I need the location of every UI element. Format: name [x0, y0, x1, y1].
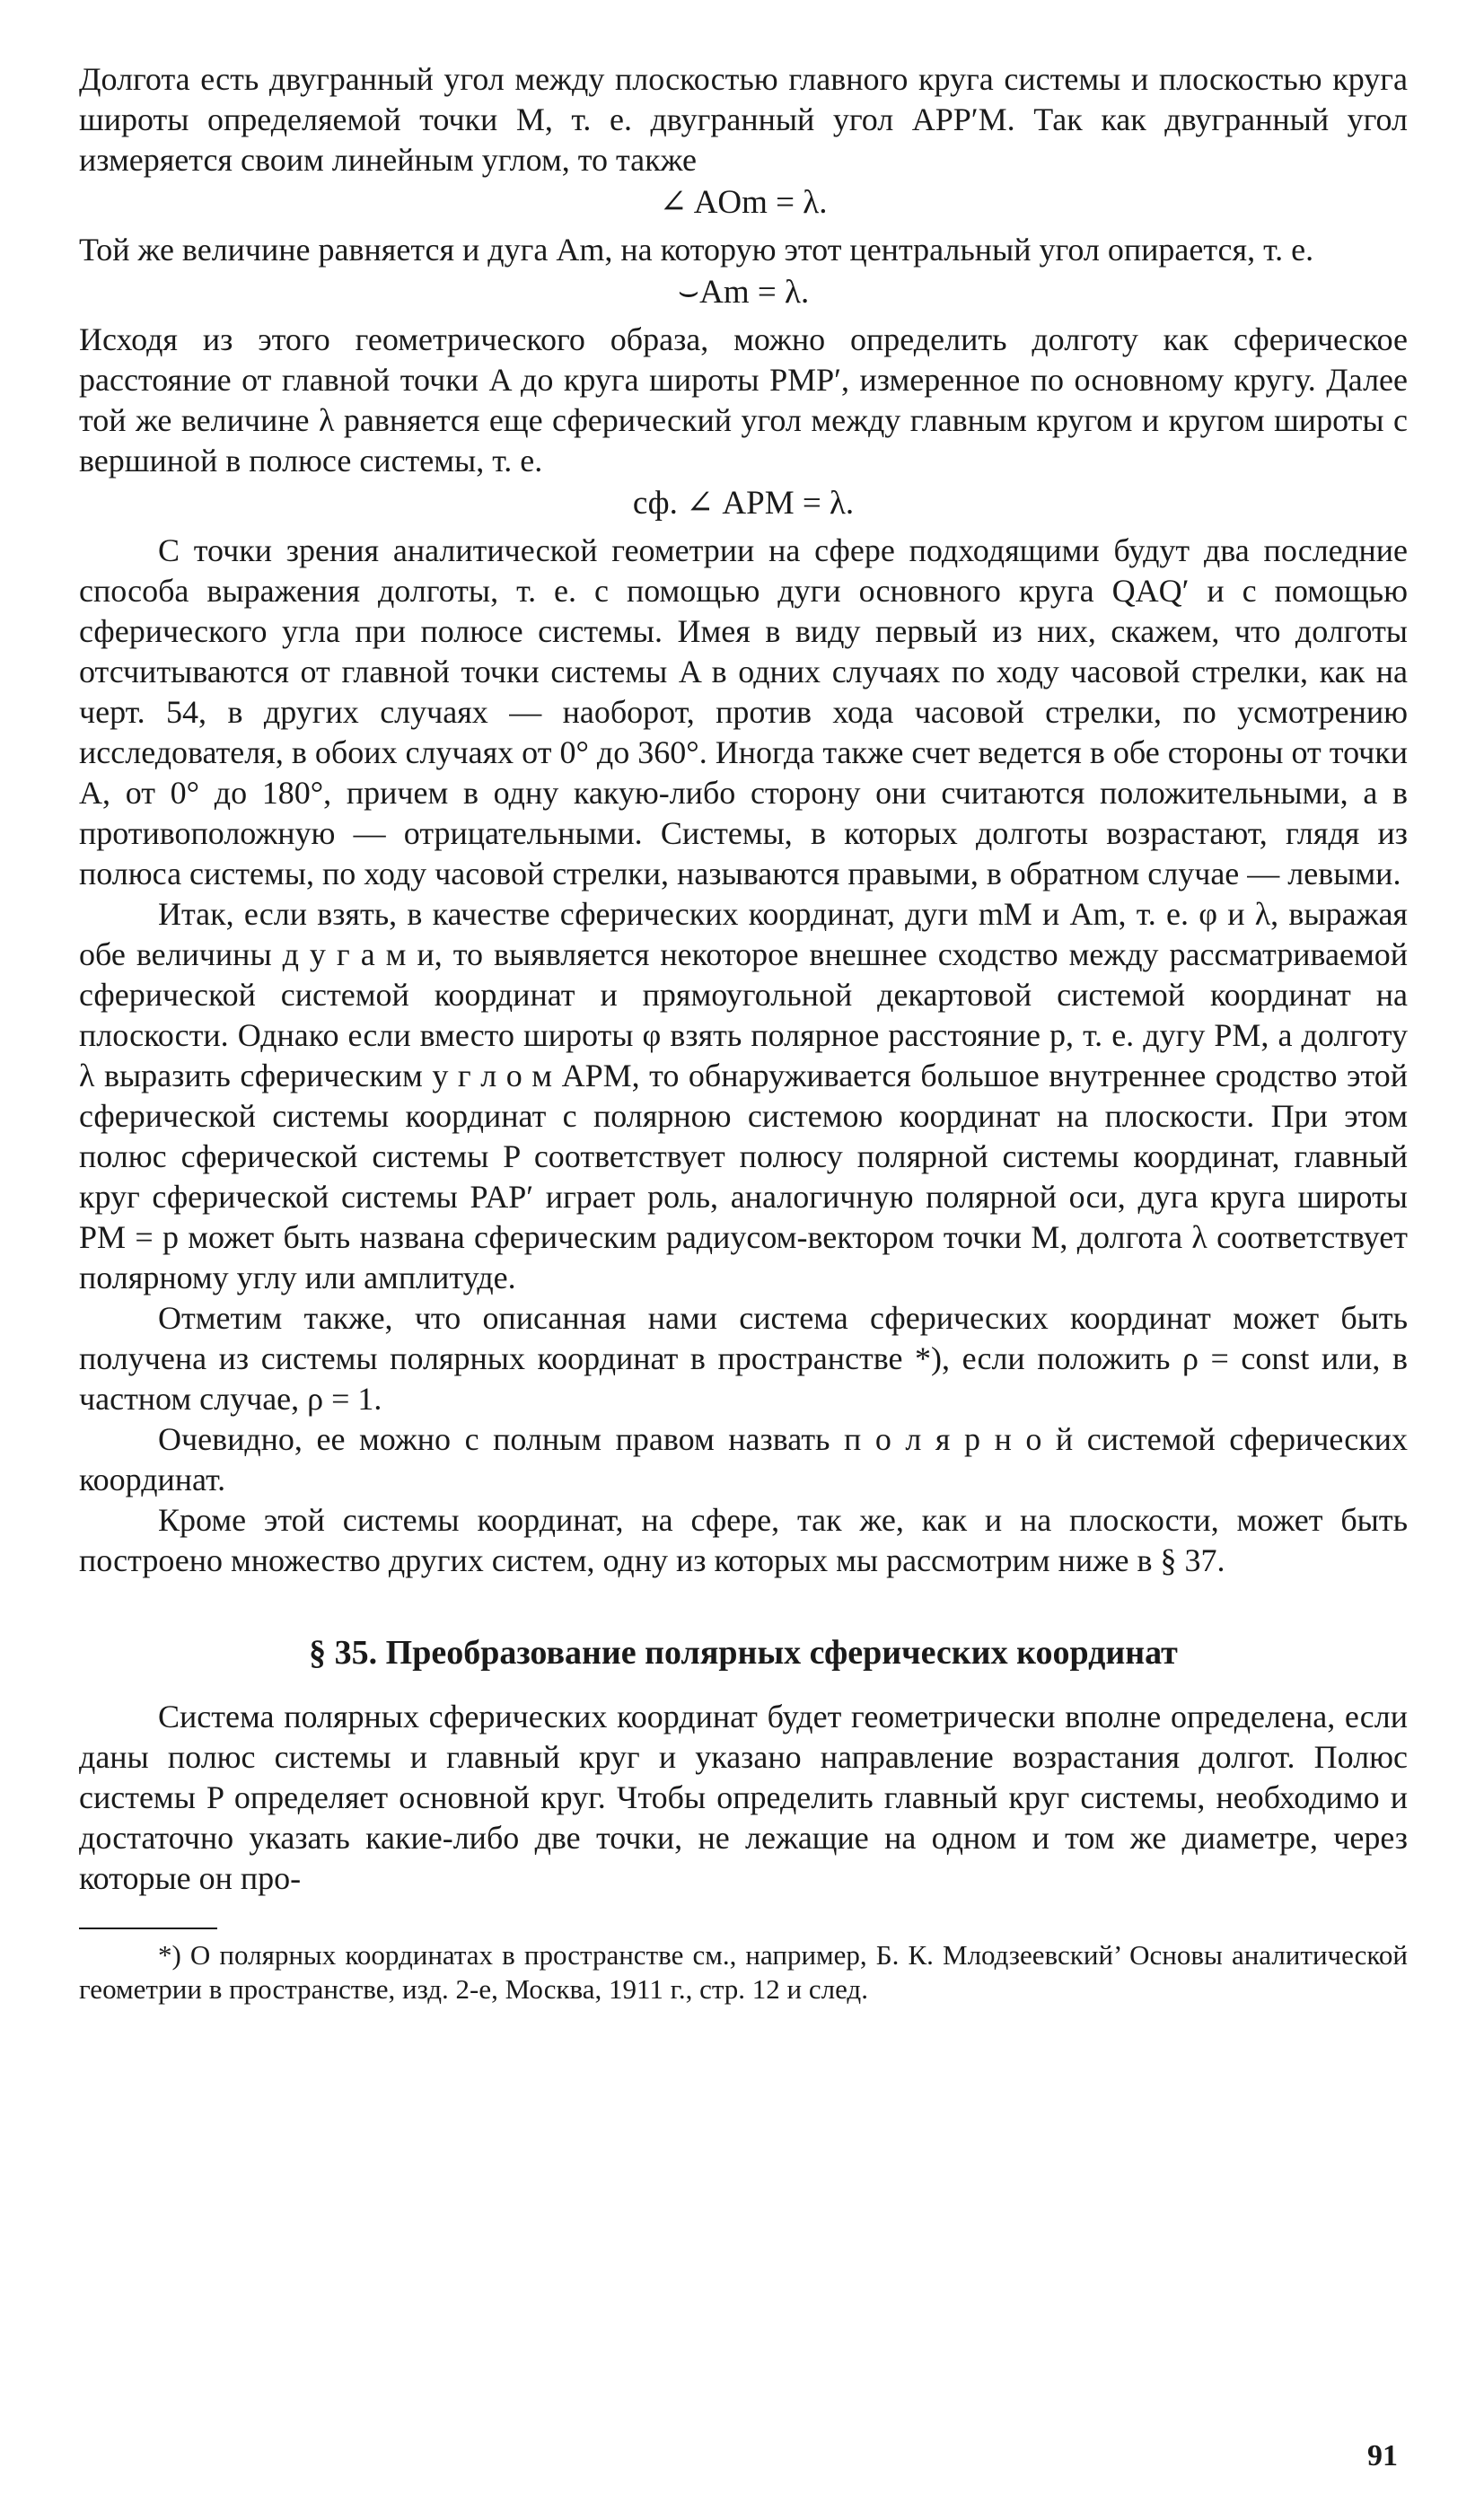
page-number: 91	[1367, 2439, 1398, 2472]
footnote-divider	[79, 1928, 217, 1929]
formula-arc-am: ⌣Am = λ.	[677, 274, 810, 311]
section-heading: § 35. Преобразование полярных сферических координат	[309, 1634, 1178, 1672]
paragraph: Система полярных сферических координат будет геометрически вполне определена, если даны полюс системы и главный круг и указано направление возрастания долгот. Полюс системы P определяет основной круг. Чтобы определить главный круг системы, необходимо и достаточно указать какие-либо две точки, не лежащие на одном и том же диаметре, через которые он про-	[79, 1699, 1408, 1896]
formula-angle-aom: ∠ AOm = λ.	[659, 184, 828, 221]
paragraph: Долгота есть двугранный угол между плоскостью главного круга системы и плоскостью круга широты определяемой точки M, т. е. двугранный угол APP′M. Так как двугранный угол измеряется своим линейным углом, то также	[79, 61, 1408, 178]
paragraph: Очевидно, ее можно с полным правом назвать п о л я р н о й системой сферических координат.	[79, 1421, 1408, 1497]
paragraph: Итак, если взять, в качестве сферических координат, дуги mM и Am, т. е. φ и λ, выражая обе величины д у г а м и, то выявляется некоторое внешнее сходство между рассматриваемой сферической системой координат и прямоугольной декартовой системой координат на плоскости. Однако если вместо широты φ взять полярное расстояние p, т. е. дугу PM, а долготу λ выразить сферическим у г л о м APM, то обнаруживается большое внутреннее сродство этой сферической системы координат с полярною системою координат на плоскости. При этом полюс сферической системы P соответствует полюсу полярной системы координат, главный круг сферической системы PAP′ играет роль, аналогичную полярной оси, дуга круга широты PM = p может быть названа сферическим радиусом-вектором точки M, долгота λ соответствует полярному углу или амплитуде.	[79, 896, 1409, 1295]
paragraph: Той же величине равняется и дуга Am, на которую этот центральный угол опирается, т. е.	[79, 232, 1314, 268]
paragraph: Кроме этой системы координат, на сфере, так же, как и на плоскости, может быть построено множество других систем, одну из которых мы рассмотрим ниже в § 37.	[79, 1502, 1408, 1578]
paragraph: Отметим также, что описанная нами система сферических координат может быть получена из системы полярных координат в пространстве *), если положить ρ = const или, в частном случае, ρ = 1.	[79, 1300, 1408, 1417]
paragraph: Исходя из этого геометрического образа, можно определить долготу как сферическое расстояние от главной точки A до круга широты PMP′, измеренное по основному кругу. Далее той же величине λ равняется еще сферический угол между главным кругом и кругом широты с вершиной в полюсе системы, т. е.	[79, 321, 1408, 479]
formula-spherical-angle: сф. ∠ APM = λ.	[632, 485, 855, 522]
paragraph: С точки зрения аналитической геометрии на сфере подходящими будут два последние способа выражения долготы, т. е. с помощью дуги основного круга QAQ′ и с помощью сферического угла при полюсе системы. Имея в виду первый из них, скажем, что долготы отсчитываются от главной точки системы A в одних случаях по ходу часовой стрелки, как на черт. 54, в других случаях — наоборот, против хода часовой стрелки, по усмотрению исследователя, в обоих случаях от 0° до 360°. Иногда также счет ведется в обе стороны от точки A, от 0° до 180°, причем в одну какую-либо сторону они считаются положительными, а в противоположную — отрицательными. Системы, в которых долготы возрастают, глядя из полюса системы, по ходу часовой стрелки, называются правыми, в обратном случае — левыми.	[79, 532, 1408, 891]
page-body	[79, 59, 1408, 2007]
footnote: *) О полярных координатах в пространстве см., например, Б. К. Млодзеевский’ Основы аналитической геометрии в пространстве, изд. 2-е, Москва, 1911 г., стр. 12 и след.	[79, 1939, 1408, 2005]
